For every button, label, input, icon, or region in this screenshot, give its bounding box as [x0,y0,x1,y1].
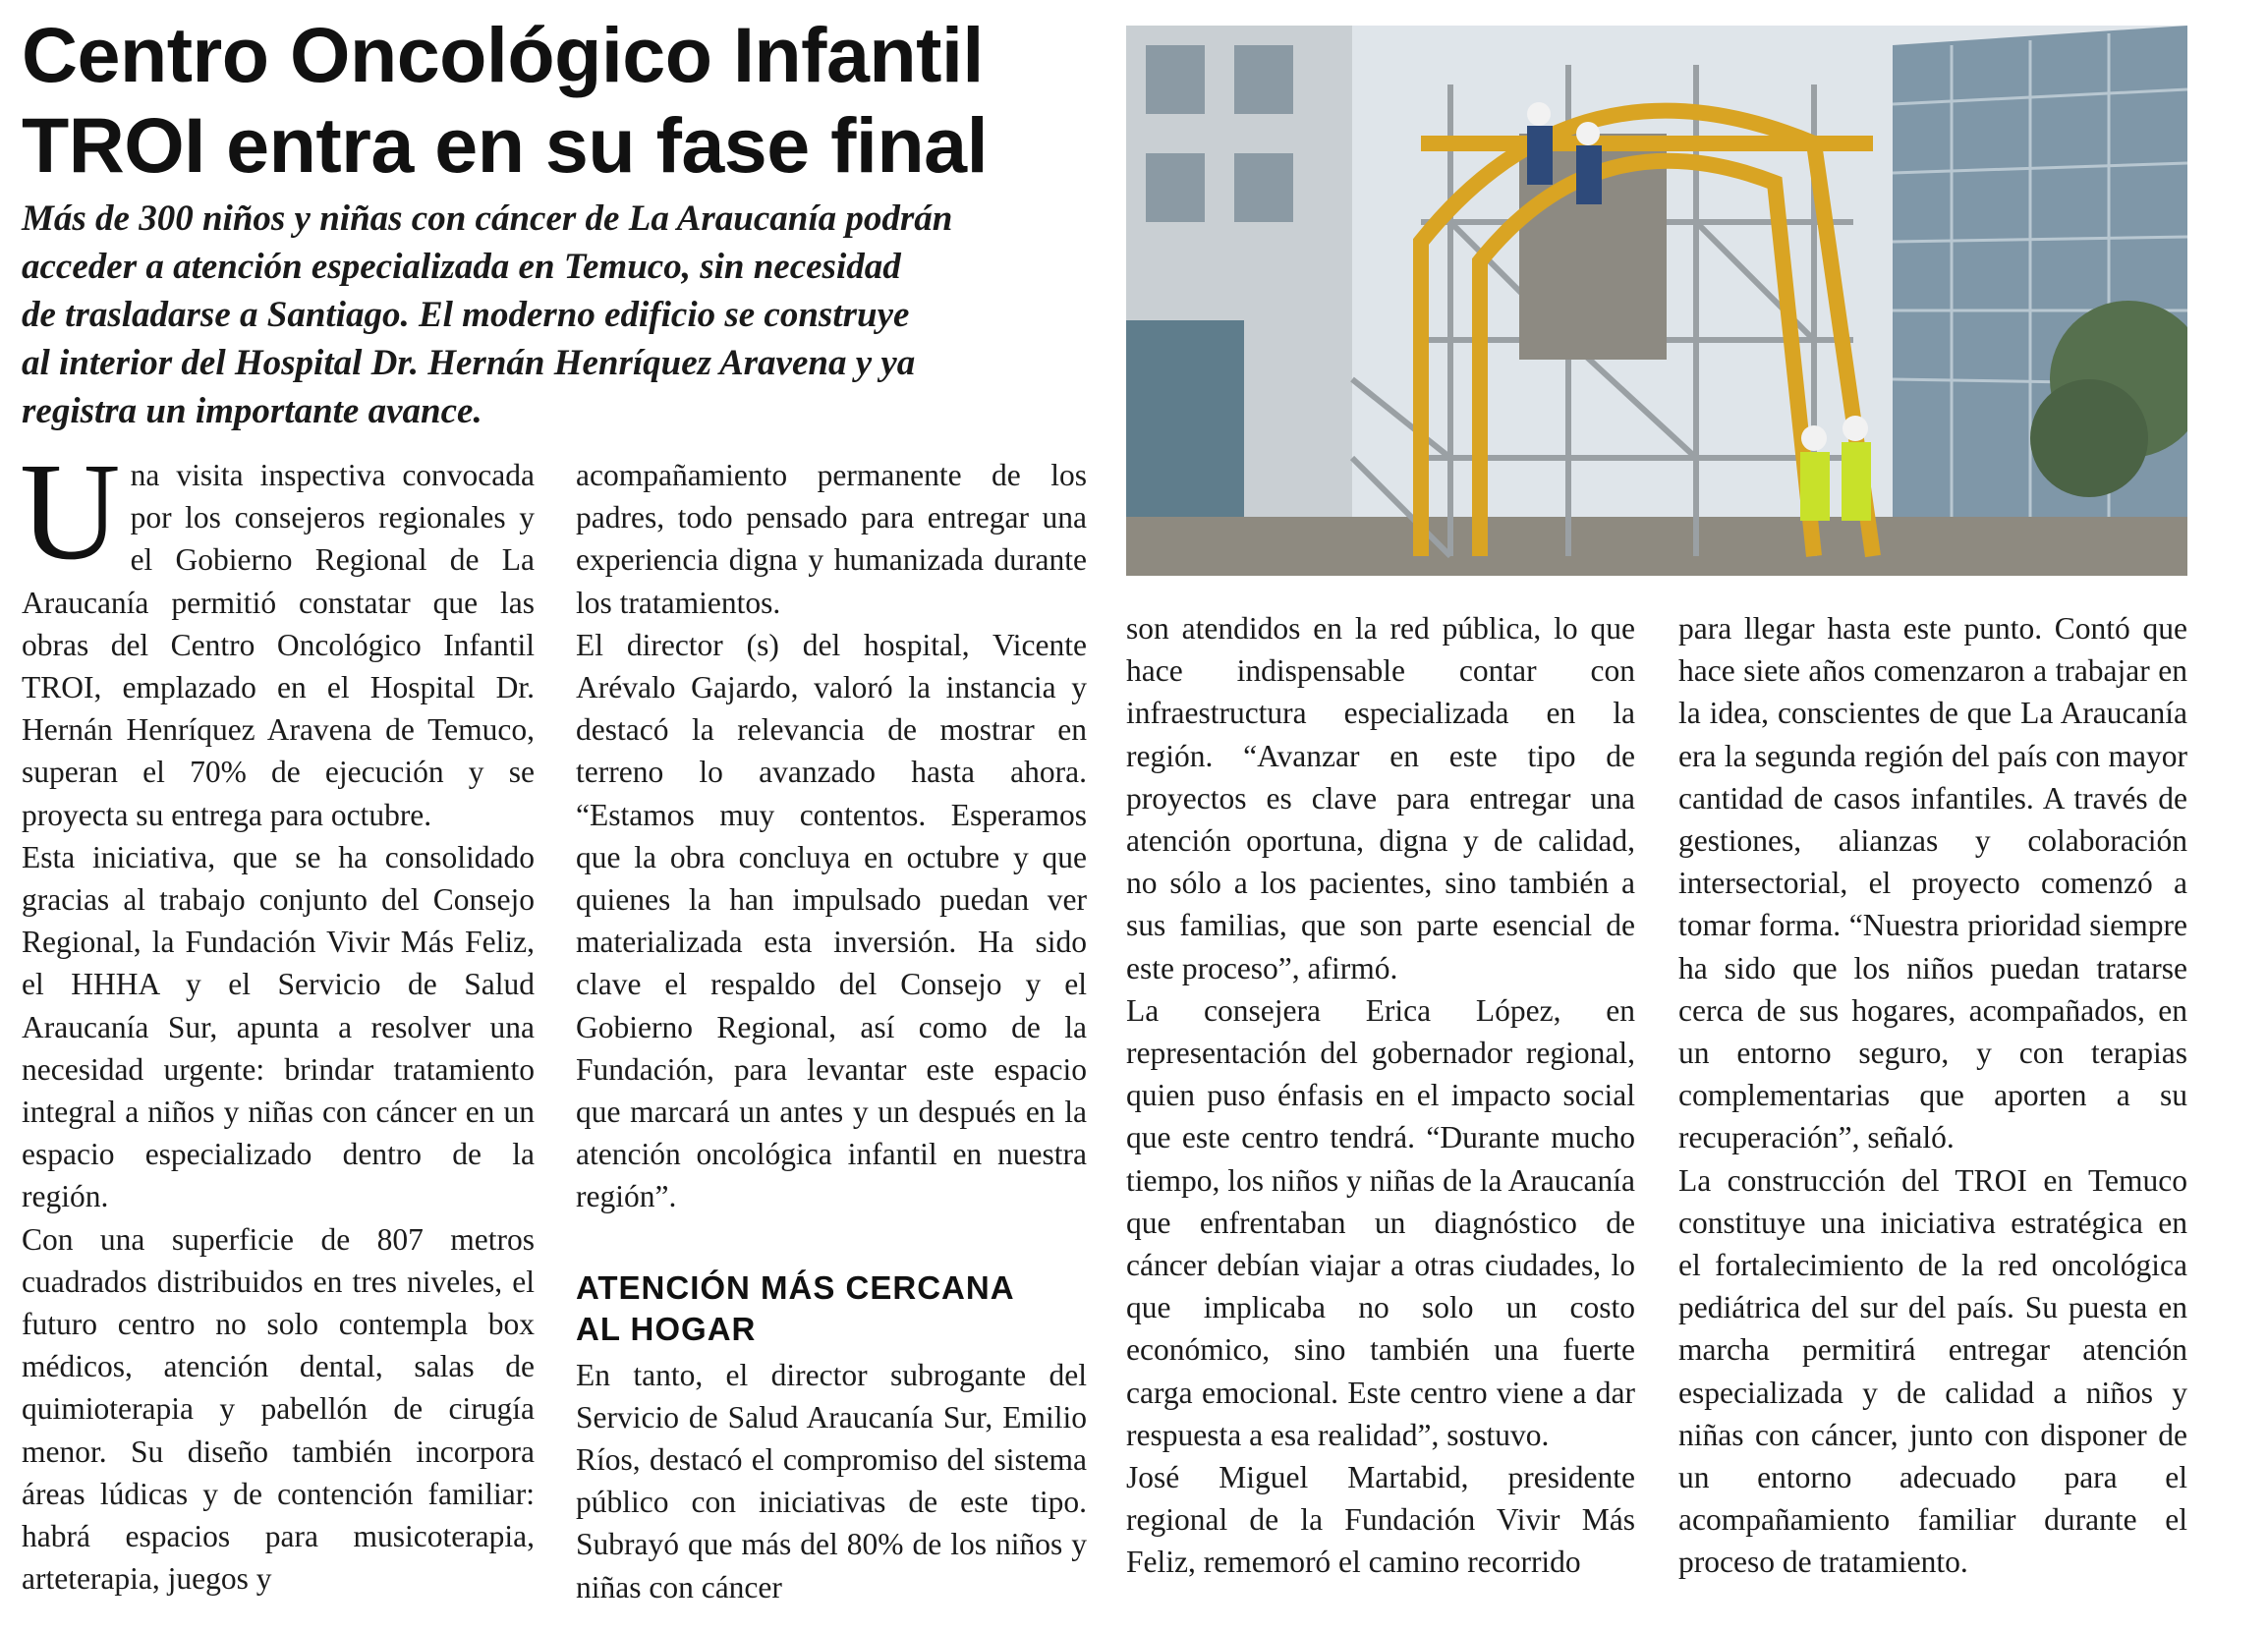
headline-line: TROI entra en su fase final [22,101,989,189]
deck-line: registra un importante avance. [22,391,482,431]
paragraph [20,433,535,836]
subhead-line: ATENCIÓN MÁS CERCANA [576,1268,1015,1306]
paragraph: La construcción del TROI en Temuco constituye una iniciativa estratégica en el fortalecimiento de la red oncológica pediátrica del sur del país. Su puesta en marcha permitirá entregar atención especializada y de calidad a niños y niñas con cáncer, junto con disponer de un entorno adecuado para el acompañamiento familiar durante el proceso de tratamiento. [1678,1162,2187,1580]
paragraph: La consejera Erica López, en representación del gobernador regional, quien puso énfasis en el impacto social que este centro tendrá. “Durante mucho tiempo, los niños y niñas de la Araucanía que enfrentaban un diagnóstico de cáncer debían viajar a otras ciudades, lo que implicaba no solo un costo económico, sino también una fuerte carga emocional. Este centro viene a dar respuesta a esa realidad”, sostuvo. [1126,992,1635,1452]
construction-site-photo-icon [1126,26,2187,576]
headline [22,10,1083,191]
article-column-3 [1126,607,1635,1584]
paragraph: acompañamiento permanente de los padres, todo pensado para entregar una experiencia digna y humanizada durante los tratamientos. [576,458,1087,620]
section-subhead [576,1267,1087,1350]
drop-cap: U [20,433,121,589]
paragraph: En tanto, el director subrogante del Servicio de Salud Araucanía Sur, Emilio Ríos, destacó el compromiso del sistema público con iniciativas de este tipo. Subrayó que más del 80% de los niños y niñas con cáncer [576,1357,1087,1604]
article-column-1 [20,433,535,1600]
deck-line: de trasladarse a Santiago. El moderno edificio se construye [22,295,910,335]
deck-line: al interior del Hospital Dr. Hernán Henríquez Aravena y ya [22,343,916,383]
paragraph: El director (s) del hospital, Vicente Arévalo Gajardo, valoró la instancia y destacó la relevancia de mostrar en terreno lo avanzado hasta ahora. “Estamos muy contentos. Esperamos que la obra concluya en octubre y que quienes la han impulsado puedan ver materializada esta inversión. Ha sido clave el respaldo del Consejo y el Gobierno Regional, así como de la Fundación, para levantar este espacio que marcará un antes y un después en la atención oncológica infantil en nuestra región”. [576,627,1087,1214]
subhead-line: AL HOGAR [576,1310,757,1347]
deck-line: Más de 300 niños y niñas con cáncer de La Araucanía podrán [22,198,953,239]
deck [22,195,1083,435]
deck-line: acceder a atención especializada en Temuco, sin necesidad [22,247,901,287]
paragraph: Con una superficie de 807 metros cuadrados distribuidos en tres niveles, el futuro centro no solo contempla box médicos, atención dental, salas de quimioterapia y pabellón de cirugía menor. Su diseño también incorpora áreas lúdicas y de contención familiar: habrá espacios para musicoterapia, arteterapia, juegos y [22,1221,535,1597]
headline-line: Centro Oncológico Infantil [22,11,984,98]
paragraph: José Miguel Martabid, presidente regional de la Fundación Vivir Más Feliz, rememoró el camino recorrido [1126,1460,1635,1580]
paragraph-text: na visita inspectiva convocada por los consejeros regionales y el Gobierno Regional de La Araucanía permitió constatar que las obras del Centro Oncológico Infantil TROI, emplazado en el Hospital Dr. Hernán Henríquez Aravena de Temuco, superan el 70% de ejecución y se proyecta su entrega para octubre. [22,458,535,832]
construction-photo [1126,26,2187,576]
paragraph: son atendidos en la red pública, lo que hace indispensable contar con infraestructura especializada en la región. “Avanzar en este tipo de proyectos es clave para entregar una atención oportuna, digna y de calidad, no sólo a los pacientes, sino también a sus familias, que son parte esencial de este proceso”, afirmó. [1126,611,1635,985]
paragraph: para llegar hasta este punto. Contó que hace siete años comenzaron a trabajar en la idea, conscientes de que La Araucanía era la segunda región del país con mayor cantidad de casos infantiles. A través de gestiones, alianzas y colaboración intersectorial, el proyecto comenzó a tomar forma. “Nuestra prioridad siempre ha sido que los niños puedan tratarse cerca de sus hogares, acompañados, en un entorno seguro, y con terapias complementarias que aporten a su recuperación”, señaló. [1678,611,2187,1155]
paragraph: Esta iniciativa, que se ha consolidado gracias al trabajo conjunto del Consejo Regional, la Fundación Vivir Más Feliz, el HHHA y el Servicio de Salud Araucanía Sur, apunta a resolver una necesidad urgente: brindar tratamiento integral a niños y niñas con cáncer en un espacio especializado dentro de la región. [22,839,535,1214]
article-column-4 [1678,607,2187,1584]
article-column-2 [576,454,1087,1608]
